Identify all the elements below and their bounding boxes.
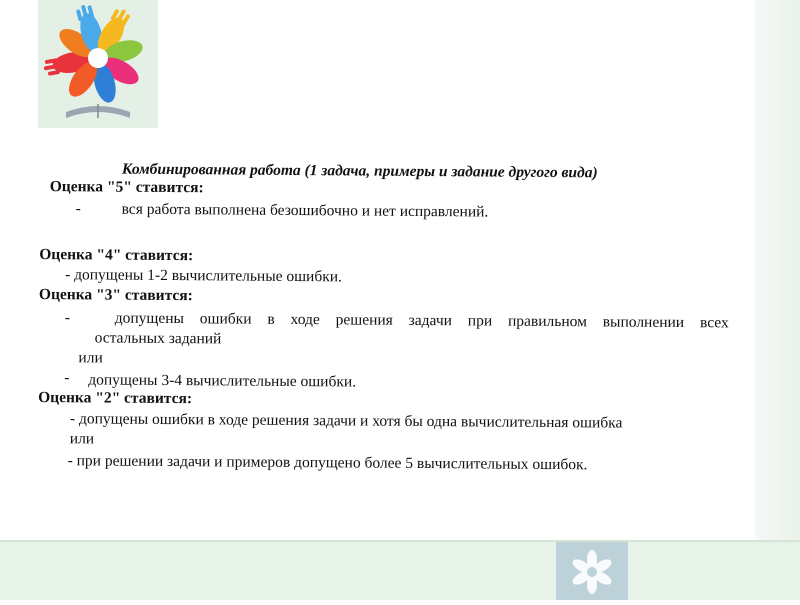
or-connector: или xyxy=(69,430,95,448)
or-connector: или xyxy=(78,349,103,367)
word: задачи xyxy=(408,311,453,330)
bullet-dash: - xyxy=(64,309,71,327)
grade-3-item: допущены 3-4 вычислительные ошибки. xyxy=(88,371,357,391)
bullet-dash: - xyxy=(64,369,70,387)
word: при xyxy=(467,312,493,330)
grade-3-item-justified xyxy=(115,310,729,333)
bottom-emblem-panel xyxy=(556,542,628,600)
bullet-dash: - xyxy=(75,200,81,218)
logo-panel xyxy=(38,0,158,128)
grade-4-heading: Оценка "4" ставится: xyxy=(39,245,194,265)
bottom-divider xyxy=(0,540,800,542)
word: правильном xyxy=(507,312,587,331)
word: решения xyxy=(335,311,393,329)
grade-4-item: - допущены 1-2 вычислительные ошибки. xyxy=(65,266,343,286)
word: допущены xyxy=(114,309,185,328)
document-title: Комбинированная работа (1 задача, примеры и задание другого вида) xyxy=(121,160,598,182)
word: выполнении xyxy=(602,313,685,332)
grade-2-heading: Оценка "2" ставится: xyxy=(38,388,193,408)
grade-5-item: вся работа выполнена безошибочно и нет исправлений. xyxy=(121,200,489,221)
word: ходе xyxy=(290,310,320,329)
bottom-decorative-band xyxy=(0,540,800,600)
grade-2-item: - допущены ошибки в ходе решения задачи и хотя бы одна вычислительная ошибка xyxy=(69,410,623,432)
grade-3-heading: Оценка "3" ставится: xyxy=(38,285,193,305)
grade-5-heading: Оценка "5" ставится: xyxy=(49,178,204,197)
word: в xyxy=(267,310,275,328)
grading-criteria-document xyxy=(37,160,739,485)
grade-2-item: - при решении задачи и примеров допущено более 5 вычислительных ошибок. xyxy=(67,452,588,474)
grade-3-item-continuation: остальных заданий xyxy=(94,329,222,348)
colorful-hands-logo-icon xyxy=(38,0,158,128)
right-decorative-strip xyxy=(755,0,800,600)
word: ошибки xyxy=(199,310,252,328)
word: всех xyxy=(699,314,729,332)
white-star-flower-icon xyxy=(556,542,628,600)
